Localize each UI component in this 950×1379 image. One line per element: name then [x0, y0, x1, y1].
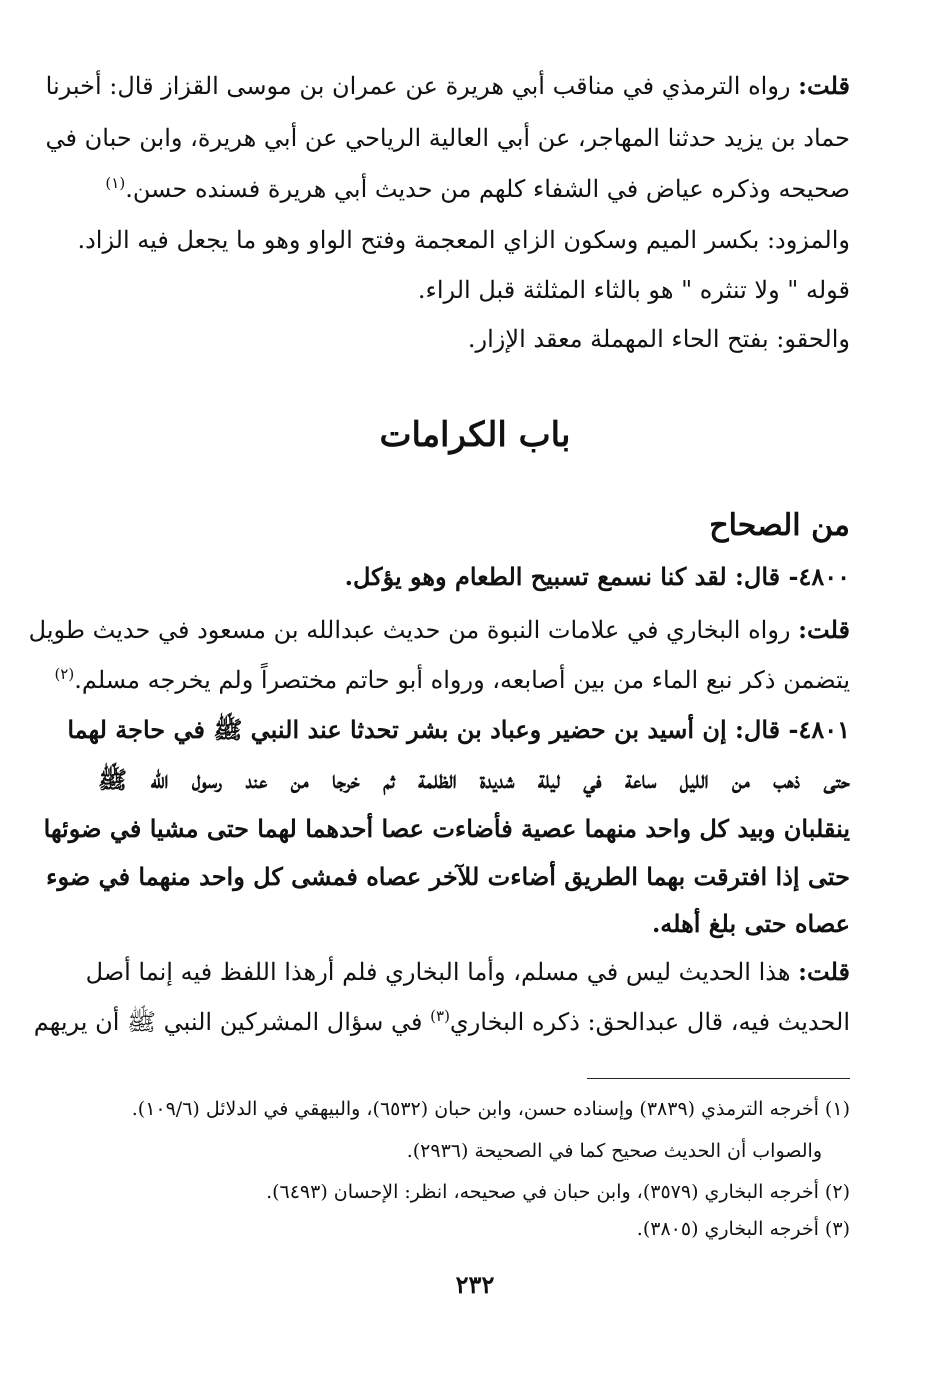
hadith-4801-line-1: ٤٨٠١- قال: إن أسيد بن حضير وعباد بن بشر تحدثا عند النبي ﷺ في حاجة لهما: [67, 715, 850, 744]
hadith-4800: ٤٨٠٠- قال: لقد كنا نسمع تسبيح الطعام وهو يؤكل.: [344, 562, 850, 591]
hadith-4801-line-4: حتى إذا افترقت بهما الطريق أضاءت للآخر عصاه فمشى كل واحد منهما في ضوء: [46, 862, 850, 891]
gloss-tanthurah: قوله " ولا تنثره " هو بالثاء المثلثة قبل الراء.: [417, 276, 850, 304]
paragraph-3-text-2a: الحديث فيه، قال عبدالحق: ذكره البخاري: [449, 1008, 850, 1036]
gloss-haqw: والحقو: بفتح الحاء المهملة معقد الإزار.: [467, 325, 850, 353]
paragraph-2-text-1: رواه البخاري في علامات النبوة من حديث عبدالله بن مسعود في حديث طويل: [28, 616, 791, 644]
hadith-4801-line-3: ينقلبان وبيد كل واحد منهما عصية فأضاءت عصا أحدهما لهما حتى مشيا في ضوئها: [43, 814, 850, 843]
footnote-1-line-2: والصواب أن الحديث صحيح كما في الصحيحة (٢٩٣٦).: [406, 1140, 822, 1162]
hadith-4801-line-5: عصاه حتى بلغ أهله.: [651, 909, 850, 938]
paragraph-2-text-2: يتضمن ذكر نبع الماء من بين أصابعه، ورواه أبو حاتم مختصراً ولم يخرجه مسلم.: [74, 666, 850, 694]
paragraph-2-line-2: [54, 665, 850, 695]
gloss-mizwad: والمزود: بكسر الميم وسكون الزاي المعجمة وفتح الواو وهو ما يجعل فيه الزاد.: [77, 226, 850, 254]
page-number: ٢٣٢: [455, 1270, 495, 1299]
footnote-3: (٣) أخرجه البخاري (٣٨٠٥).: [636, 1218, 850, 1240]
hadith-4801-line-2: حتى ذهب من الليل ساعة في ليلة شديدة الظلمة ثم خرجا من عند رسول الله ﷺ: [98, 765, 850, 794]
chapter-title: باب الكرامات: [379, 415, 571, 455]
paragraph-1-text-3: صحيحه وذكره عياض في الشفاء كلهم من حديث أبي هريرة فسنده حسن.: [125, 175, 850, 203]
paragraph-3-line-1: [85, 957, 850, 987]
paragraph-1-text-1: رواه الترمذي في مناقب أبي هريرة عن عمران بن موسى القزاز قال: أخبرنا: [45, 72, 791, 100]
paragraph-2-label: قلت:: [798, 615, 850, 644]
footnote-ref-3: (٣): [430, 1007, 450, 1025]
paragraph-1-label: قلت:: [798, 71, 850, 100]
paragraph-3-text-2b: في سؤال المشركين النبي ﷺ أن يريهم: [33, 1008, 423, 1036]
footnote-separator: [587, 1078, 850, 1079]
footnote-ref-2: (٢): [54, 665, 75, 683]
footnote-2: (٢) أخرجه البخاري (٣٥٧٩)، وابن حبان في صحيحه، انظر: الإحسان (٦٤٩٣).: [266, 1181, 850, 1203]
footnote-ref-1: (١): [105, 174, 126, 192]
paragraph-3-line-2: [33, 1007, 850, 1037]
footnote-1-line-1: (١) أخرجه الترمذي (٣٨٣٩) وإسناده حسن، وابن حبان (٦٥٣٢)، والبيهقي في الدلائل (١٠٩/٦).: [131, 1098, 850, 1120]
paragraph-3-label: قلت:: [798, 957, 850, 986]
paragraph-2-line-1: [28, 615, 850, 645]
paragraph-3-text-1: هذا الحديث ليس في مسلم، وأما البخاري فلم أرهذا اللفظ فيه إنما أصل: [85, 958, 791, 986]
paragraph-1-line-3: [98, 175, 850, 204]
paragraph-1-line-1: [45, 71, 850, 101]
section-title: من الصحاح: [709, 508, 850, 543]
paragraph-1-line-2: حماد بن يزيد حدثنا المهاجر، عن أبي العالية الرياحي عن أبي هريرة، وابن حبان في: [45, 124, 850, 152]
